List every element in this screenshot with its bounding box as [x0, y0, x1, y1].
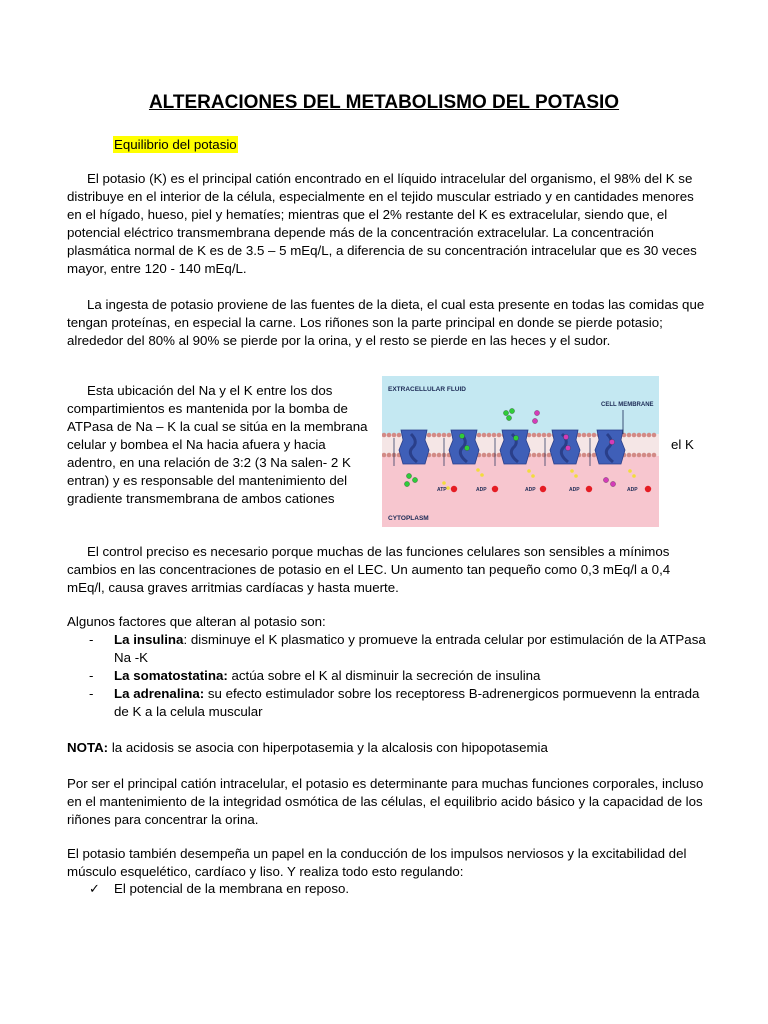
factor-text: actúa sobre el K al disminuir la secreción de insulina	[227, 668, 541, 683]
list-dash: -	[89, 686, 94, 701]
lipid-head	[432, 453, 437, 458]
lipid-head	[427, 433, 432, 438]
check-item-text: El potencial de la membrana en reposo.	[114, 881, 350, 896]
potassium-ion	[404, 481, 409, 486]
lipid-head	[637, 433, 642, 438]
lipid-head	[647, 453, 652, 458]
lipid-head	[587, 433, 592, 438]
paragraph-main-cation: Por ser el principal catión intracelular, el potasio es determinante para muchas funciones corporales, incluso en el mantenimiento de la integridad osmótica de las células, el equilibrio acido básico y la capacidad de los riñones para concentrar la orina.	[67, 776, 704, 827]
potassium-ion	[459, 433, 464, 438]
paragraph-nerve-conduction: El potasio también desempeña un papel en la conducción de los impulsos nerviosos y la excitabilidad del músculo esquelético, cardíaco y liso. Y realiza todo esto regulando:	[67, 846, 687, 879]
lipid-head	[392, 433, 397, 438]
potassium-ion	[509, 408, 514, 413]
paragraph-na-k-pump: Esta ubicación del Na y el K entre los dos compartimientos es mantenida por la bomba de ATPasa de Na – K la cual se sitúa en la membrana celular y bombea el Na hacia afuera y hacia adentro, en una relación de 3:2 (3 Na salen- 2 K entran) y es responsable del mantenimiento del gradiente transmembrana de ambos cationes	[67, 383, 368, 506]
na-k-pump-diagram	[382, 376, 659, 527]
lipid-head	[637, 453, 642, 458]
factors-intro: Algunos factores que alteran al potasio son:	[67, 614, 326, 629]
lipid-head	[582, 453, 587, 458]
lipid-head	[432, 433, 437, 438]
list-item	[67, 667, 707, 685]
lipid-head	[642, 453, 647, 458]
sodium-ion	[609, 439, 614, 444]
lipid-head	[547, 433, 552, 438]
lipid-head	[642, 433, 647, 438]
lipid-head	[537, 433, 542, 438]
lipid-head	[487, 433, 492, 438]
lipid-head	[492, 453, 497, 458]
lipid-head	[447, 433, 452, 438]
lipid-head	[532, 453, 537, 458]
lipid-head	[437, 433, 442, 438]
phosphate-ion	[586, 486, 592, 492]
extracellular-label: EXTRACELLULAR FLUID	[388, 386, 466, 393]
lipid-head	[542, 433, 547, 438]
adp-label-3: ADP	[569, 487, 580, 493]
lipid-head	[487, 453, 492, 458]
lipid-head	[477, 433, 482, 438]
factor-name: La insulina	[114, 632, 184, 647]
lipid-head	[387, 453, 392, 458]
list-item	[67, 631, 707, 667]
checkmark-icon: ✓	[89, 881, 100, 896]
paragraph-precise-control: El control preciso es necesario porque muchas de las funciones celulares son sensibles a mínimos cambios en las concentraciones de potasio en el LEC. Un aumento tan pequeño como 0,3 mEq/l a 0,4 mEq/l, causa graves arritmias cardíacas y hasta muerte.	[67, 544, 671, 595]
list-dash: -	[89, 632, 94, 647]
potassium-ion	[513, 435, 518, 440]
sodium-ion	[565, 445, 570, 450]
adp-label-1: ADP	[476, 487, 487, 493]
adp-label-4: ADP	[627, 487, 638, 493]
lipid-head	[537, 453, 542, 458]
lipid-head	[632, 433, 637, 438]
adp-dot	[442, 481, 446, 485]
phosphate-ion	[451, 486, 457, 492]
cell-membrane-label: CELL MEMBRANE	[601, 402, 654, 408]
lipid-head	[397, 433, 402, 438]
adp-label-2: ADP	[525, 487, 536, 493]
nota-paragraph	[67, 739, 707, 757]
lipid-head	[652, 433, 657, 438]
lipid-head	[652, 453, 657, 458]
list-dash: -	[89, 668, 94, 683]
adp-dot	[574, 474, 578, 478]
sodium-ion	[534, 410, 539, 415]
document-title: ALTERACIONES DEL METABOLISMO DEL POTASIO	[148, 92, 620, 113]
factor-name: La somatostatina:	[114, 668, 228, 683]
lipid-head	[587, 453, 592, 458]
adp-dot	[480, 473, 484, 477]
list-item	[67, 685, 707, 721]
potassium-ion	[503, 410, 508, 415]
atp-label: ATP	[437, 487, 447, 493]
phosphate-ion	[540, 486, 546, 492]
section-subtitle-highlighted: Equilibrio del potasio	[114, 137, 237, 152]
sodium-ion	[603, 477, 608, 482]
sodium-ion	[610, 481, 615, 486]
paragraph-potassium-intro: El potasio (K) es el principal catión encontrado en el líquido intracelular del organismo, el 98% del K se distribuye en el interior de la célula, especialmente en el tejido muscular estriado y en cantidades menores en el hígado, hueso, piel y hematíes; mientras que el 2% restante del K es extracelular, siendo que, el potencial eléctrico transmembrana depende más de la concentración extracelular. La concentración plasmática normal de K es de 3.5 – 5 mEq/L, a diferencia de su concentración intracelular que es 30 veces mayor, entre 120 - 140 mEq/L.	[67, 171, 697, 276]
paragraph-na-k-pump-tail: el K	[671, 437, 694, 452]
adp-dot	[531, 474, 535, 478]
lipid-head	[632, 453, 637, 458]
lipid-head	[542, 453, 547, 458]
nota-text: la acidosis se asocia con hiperpotasemia y la alcalosis con hipopotasemia	[108, 740, 548, 755]
lipid-head	[647, 433, 652, 438]
lipid-head	[582, 433, 587, 438]
factor-text: su efecto estimulador sobre los receptoress B-adrenergicos pormuevenn la entrada de K a la celula muscular	[114, 686, 700, 719]
factor-text: : disminuye el K plasmatico y promueve la entrada celular por estimulación de la ATPasa Na -K	[114, 632, 706, 665]
nota-label: NOTA:	[67, 740, 109, 755]
lipid-head	[627, 453, 632, 458]
paragraph-potassium-intake: La ingesta de potasio proviene de las fuentes de la dieta, el cual esta presente en todas las comidas que tengan proteínas, en especial la carne. Los riñones son la parte principal en donde se pierde potasio; alrededor del 80% al 90% se pierde por la orina, y el resto se pierde en las heces y el sudor.	[67, 297, 705, 348]
adp-dot	[628, 469, 632, 473]
lipid-head	[592, 433, 597, 438]
lipid-head	[492, 433, 497, 438]
factor-name: La adrenalina:	[114, 686, 205, 701]
adp-dot	[632, 474, 636, 478]
potassium-ion	[464, 445, 469, 450]
lipid-head	[627, 433, 632, 438]
lipid-head	[482, 433, 487, 438]
lipid-head	[437, 453, 442, 458]
adp-dot	[527, 469, 531, 473]
cytoplasm-label: CYTOPLASM	[388, 515, 429, 522]
phosphate-ion	[492, 486, 498, 492]
lipid-head	[387, 433, 392, 438]
potassium-ion	[506, 415, 511, 420]
lipid-head	[442, 433, 447, 438]
lipid-head	[482, 453, 487, 458]
potassium-ion	[406, 473, 411, 478]
sodium-ion	[532, 418, 537, 423]
adp-dot	[570, 469, 574, 473]
sodium-ion	[563, 434, 568, 439]
adp-dot	[476, 468, 480, 472]
factors-list	[67, 631, 707, 721]
adp-dot	[446, 486, 450, 490]
phosphate-ion	[645, 486, 651, 492]
lipid-head	[497, 433, 502, 438]
check-list	[67, 880, 707, 898]
potassium-ion	[412, 477, 417, 482]
lipid-head	[532, 433, 537, 438]
list-item	[67, 880, 707, 898]
